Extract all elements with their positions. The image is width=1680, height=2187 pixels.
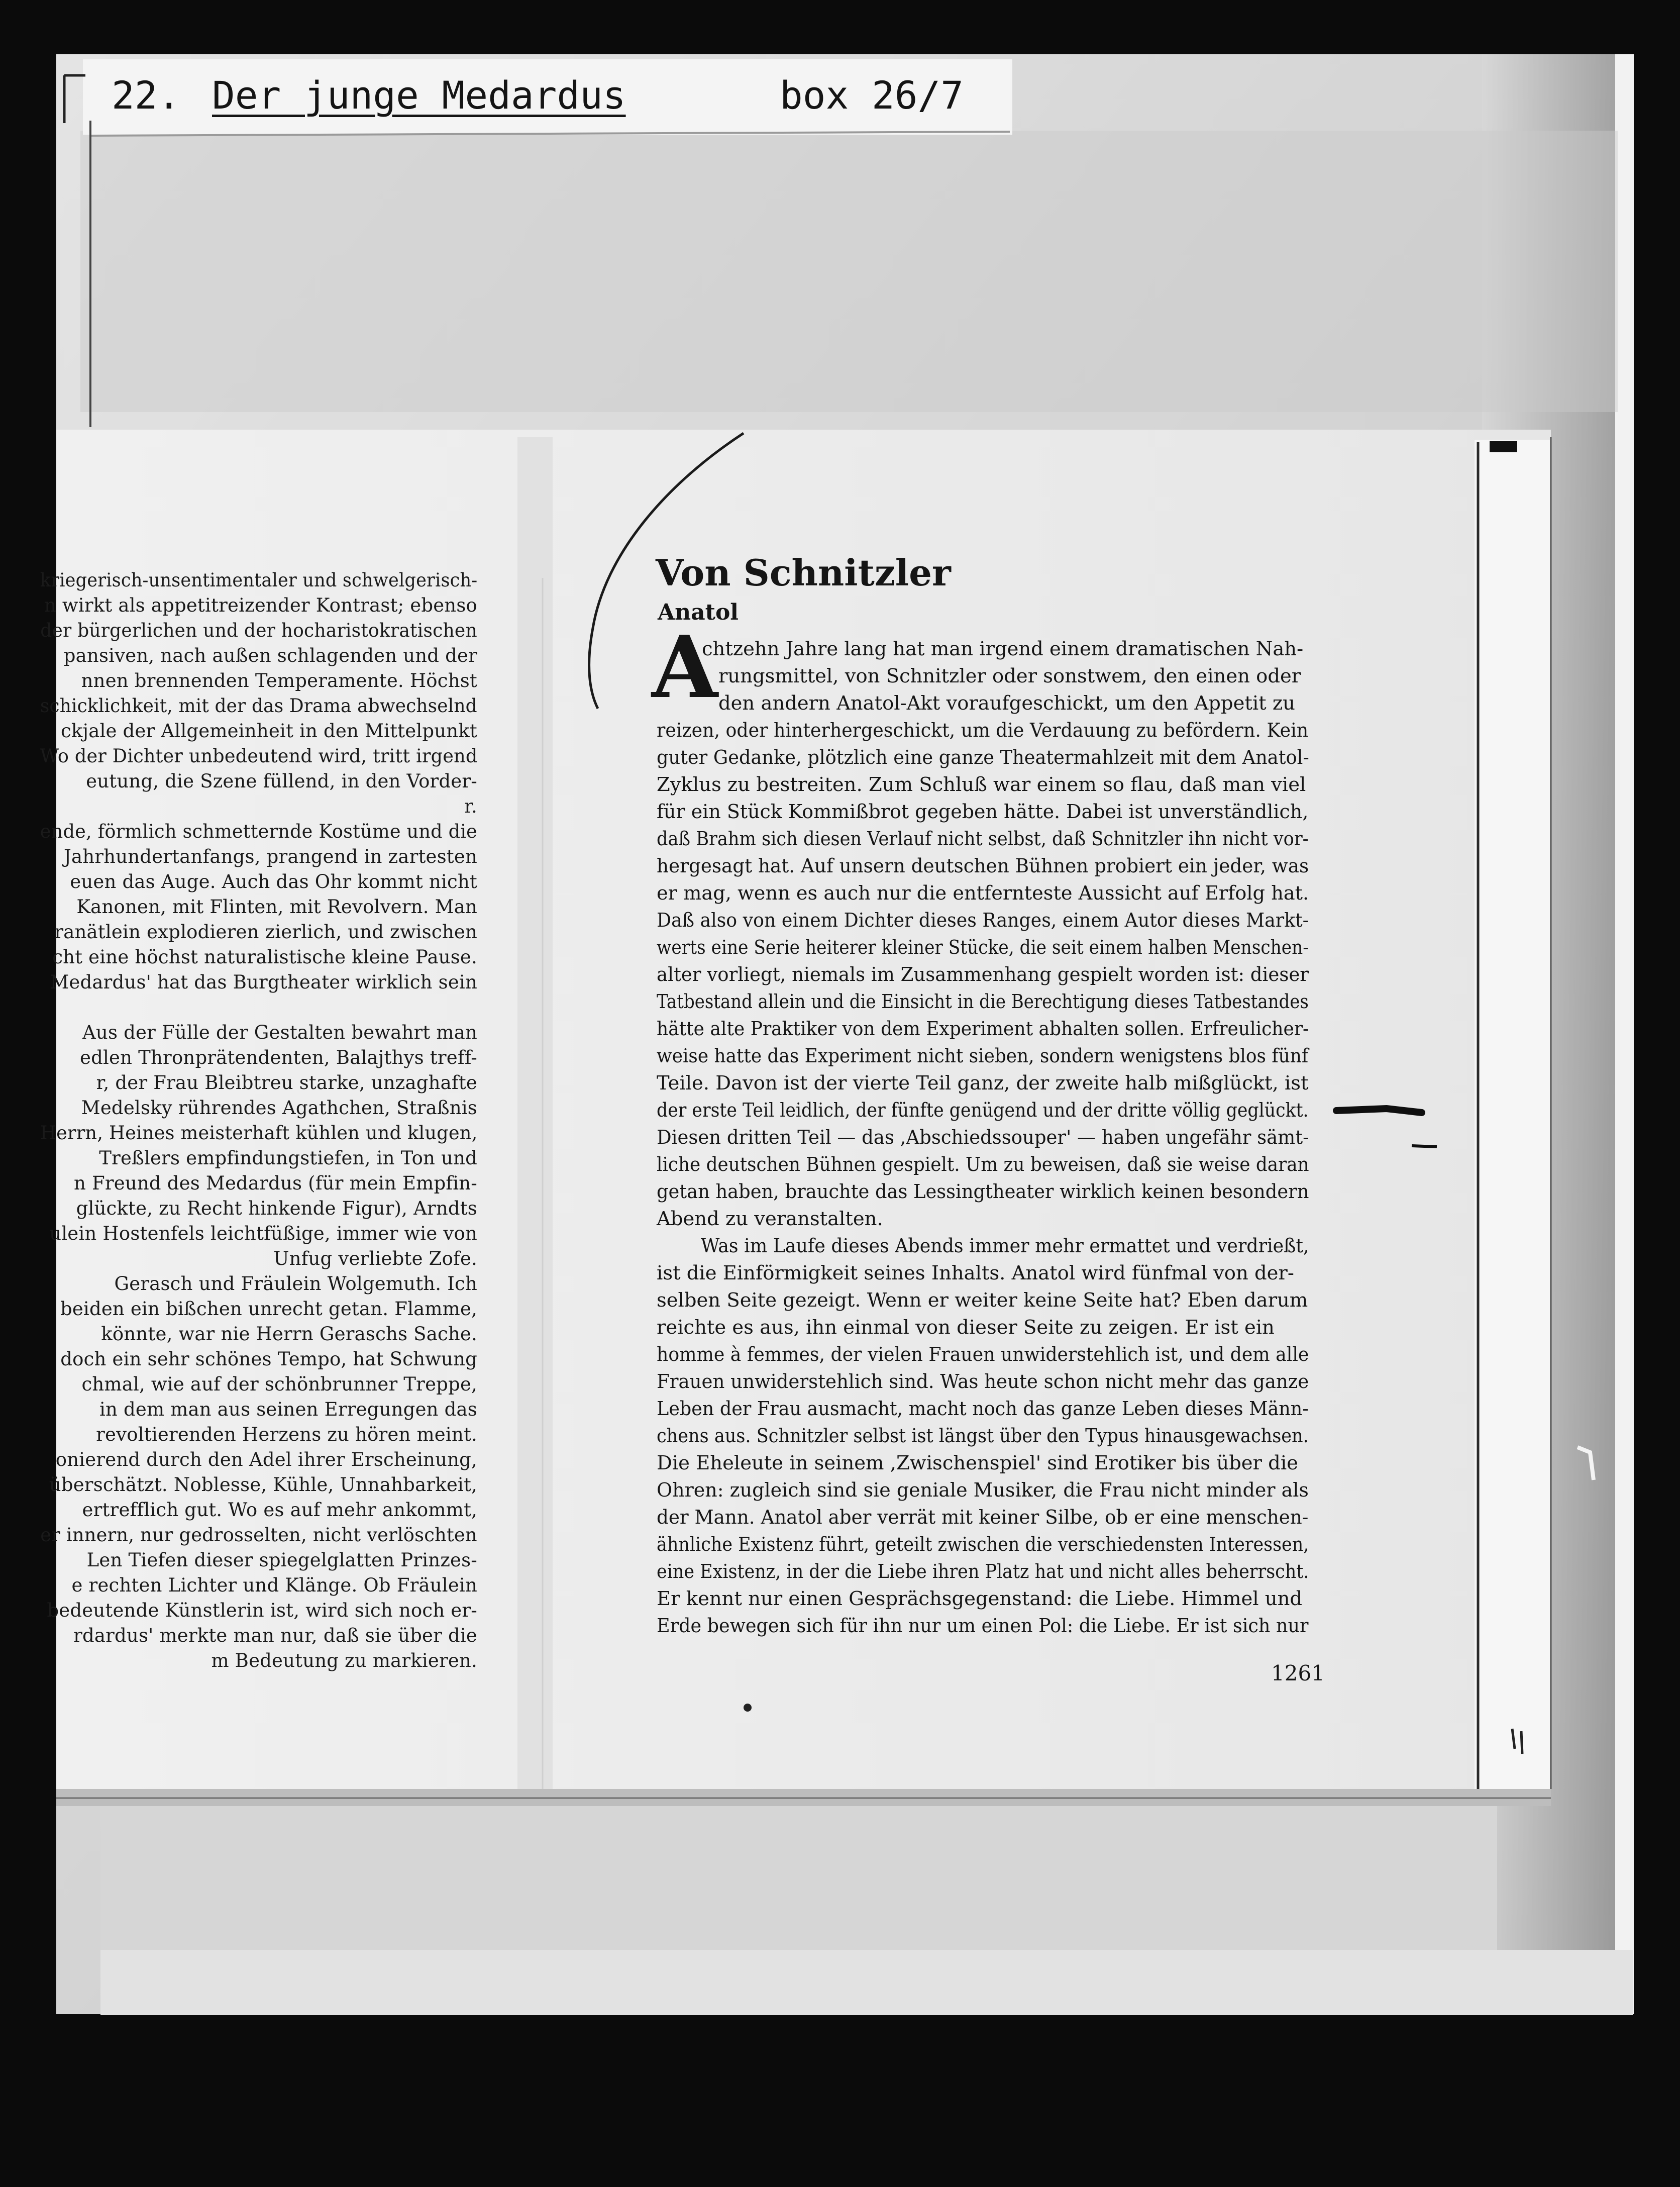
article-line: guter Gedanke, plötzlich eine ganze Theatermahlzeit mit dem Anatol- bbox=[657, 746, 1309, 769]
article-line: für ein Stück Kommißbrot gegeben hätte. Dabei ist unverständlich, bbox=[657, 801, 1309, 823]
left-column-line: ende, förmlich schmetternde Kostüme und die bbox=[40, 821, 477, 842]
article-line: Frauen unwiderstehlich sind. Was heute schon nicht mehr das ganze bbox=[657, 1370, 1309, 1393]
article-line: homme à femmes, der vielen Frauen unwiderstehlich ist, und dem alle bbox=[657, 1343, 1309, 1366]
left-column-line: r, der Frau Bleibtreu starke, unzaghafte bbox=[96, 1072, 477, 1094]
article-line: Zyklus zu bestreiten. Zum Schluß war einem so flau, daß man viel bbox=[657, 773, 1306, 796]
left-column-line: könnte, war nie Herrn Geraschs Sache. bbox=[101, 1323, 477, 1345]
article-line: der Mann. Anatol aber verrät mit keiner Silbe, ob er eine menschen- bbox=[657, 1506, 1309, 1529]
article-line: Diesen dritten Teil — das ,Abschiedssouper' — haben ungefähr sämt- bbox=[657, 1126, 1309, 1149]
left-column-line: beiden ein bißchen unrecht getan. Flamme, bbox=[60, 1298, 477, 1320]
article-line: Teile. Davon ist der vierte Teil ganz, der zweite halb mißglückt, ist bbox=[657, 1072, 1309, 1095]
left-column-line: nnen brennenden Temperamente. Höchst bbox=[81, 670, 477, 691]
article-line: hätte alte Praktiker von dem Experiment abhalten sollen. Erfreulicher- bbox=[657, 1018, 1309, 1040]
left-column-line: r. bbox=[464, 796, 477, 817]
article-line: ähnliche Existenz führt, geteilt zwischen die verschiedensten Interessen, bbox=[657, 1533, 1309, 1556]
article-line: Er kennt nur einen Gesprächsgegenstand: die Liebe. Himmel und bbox=[657, 1587, 1303, 1610]
article-line: alter vorliegt, niemals im Zusammenhang gespielt worden ist: dieser bbox=[657, 963, 1309, 986]
article-line: chens aus. Schnitzler selbst ist längst über den Typus hinausgewachsen. bbox=[657, 1425, 1309, 1447]
article-line: den andern Anatol-Akt voraufgeschickt, um den Appetit zu bbox=[718, 692, 1295, 715]
left-column-line: cht eine höchst naturalistische kleine Pause. bbox=[52, 946, 477, 968]
left-column-line: n Freund des Medardus (für mein Empfin- bbox=[73, 1172, 477, 1194]
left-column-line: Gerasch und Fräulein Wolgemuth. Ich bbox=[114, 1273, 477, 1295]
left-column-line: in dem man aus seinen Erregungen das bbox=[99, 1399, 477, 1420]
left-column-line: m Bedeutung zu markieren. bbox=[211, 1650, 477, 1671]
left-column-line: e rechten Lichter und Klänge. Ob Fräulein bbox=[71, 1574, 477, 1596]
left-column-line: doch ein sehr schönes Tempo, hat Schwung bbox=[60, 1348, 477, 1370]
page-number: 1261 bbox=[1271, 1661, 1325, 1685]
drop-cap: A bbox=[652, 617, 718, 718]
article-line: Erde bewegen sich für ihn nur um einen Pol: die Liebe. Er ist sich nur bbox=[657, 1615, 1309, 1637]
left-column-line: pansiven, nach außen schlagenden und der bbox=[63, 645, 477, 666]
left-column-line: ulein Hostenfels leichtfüßige, immer wie von bbox=[49, 1223, 477, 1244]
left-column-line: Unfug verliebte Zofe. bbox=[273, 1248, 477, 1269]
article-line: er mag, wenn es auch nur die entfernteste Aussicht auf Erfolg hat. bbox=[657, 882, 1309, 905]
article-line: chtzehn Jahre lang hat man irgend einem dramatischen Nah- bbox=[702, 638, 1304, 660]
archive-label bbox=[112, 70, 1016, 121]
left-column-line: er innern, nur gedrosselten, nicht verlöschten bbox=[40, 1524, 477, 1546]
left-column-line: der bürgerlichen und der hocharistokratischen bbox=[40, 620, 477, 641]
article-headline: Von Schnitzler bbox=[656, 551, 951, 594]
left-column-line: kriegerisch-unsentimentaler und schwelgerisch- bbox=[40, 569, 477, 591]
left-column-line: n wirkt als appetitreizender Kontrast; ebenso bbox=[44, 594, 477, 616]
article-line: hergesagt hat. Auf unsern deutschen Bühnen probiert ein jeder, was bbox=[657, 855, 1309, 877]
left-column-line: glückte, zu Recht hinkende Figur), Arndts bbox=[76, 1198, 477, 1219]
left-column-line: bedeutende Künstlerin ist, wird sich noch er- bbox=[47, 1600, 477, 1621]
article-line: reichte es aus, ihn einmal von dieser Seite zu zeigen. Er ist ein bbox=[657, 1316, 1275, 1339]
left-column-line: ertrefflich gut. Wo es auf mehr ankommt, bbox=[82, 1499, 477, 1521]
archive-box: box 26/7 bbox=[780, 73, 964, 118]
archive-number: 22. bbox=[112, 73, 181, 118]
left-column-line: Kanonen, mit Flinten, mit Revolvern. Man bbox=[76, 896, 477, 918]
left-column-line: rdardus' merkte man nur, daß sie über die bbox=[73, 1625, 477, 1646]
left-column-line: onierend durch den Adel ihrer Erscheinung, bbox=[55, 1449, 477, 1470]
left-column-line: überschätzt. Noblesse, Kühle, Unnahbarkeit, bbox=[49, 1474, 477, 1496]
article-line: Die Eheleute in seinem ,Zwischenspiel' sind Erotiker bis über die bbox=[657, 1452, 1298, 1474]
article-line: getan haben, brauchte das Lessingtheater wirklich keinen besondern bbox=[657, 1180, 1309, 1203]
article-line: Ohren: zugleich sind sie geniale Musiker, die Frau nicht minder als bbox=[657, 1479, 1309, 1502]
left-column-line: ranätlein explodieren zierlich, und zwischen bbox=[54, 921, 477, 943]
article-line: Was im Laufe dieses Abends immer mehr ermattet und verdrießt, bbox=[701, 1235, 1309, 1257]
left-column-line: Jahrhundertanfangs, prangend in zartesten bbox=[63, 846, 477, 867]
left-column-fragment bbox=[35, 568, 477, 1678]
left-column-line: Len Tiefen dieser spiegelglatten Prinzes- bbox=[86, 1549, 477, 1571]
article-line: weise hatte das Experiment nicht sieben, sondern wenigstens blos fünf bbox=[657, 1045, 1309, 1067]
left-column-line: revoltierenden Herzens zu hören meint. bbox=[96, 1424, 477, 1445]
article-line: Abend zu veranstalten. bbox=[657, 1208, 883, 1230]
left-column-line: euen das Auge. Auch das Ohr kommt nicht bbox=[70, 871, 477, 892]
article-page bbox=[652, 545, 1325, 1701]
article-line: Daß also von einem Dichter dieses Ranges, einem Autor dieses Markt- bbox=[657, 909, 1309, 932]
article-line: der erste Teil leidlich, der fünfte genügend und der dritte völlig geglückt. bbox=[657, 1099, 1309, 1122]
left-column-line: Wo der Dichter unbedeutend wird, tritt irgend bbox=[40, 745, 477, 767]
article-line: liche deutschen Bühnen gespielt. Um zu beweisen, daß sie weise daran bbox=[657, 1153, 1309, 1176]
left-column-line: schicklichkeit, mit der das Drama abwechselnd bbox=[40, 695, 477, 717]
left-column-line: Herrn, Heines meisterhaft kühlen und klugen, bbox=[40, 1122, 477, 1144]
archive-title: Der junge Medardus bbox=[212, 73, 626, 118]
article-line: Leben der Frau ausmacht, macht noch das ganze Leben dieses Männ- bbox=[657, 1398, 1309, 1420]
article-line: werts eine Serie heiterer kleiner Stücke, die seit einem halben Menschen- bbox=[657, 936, 1309, 959]
article-line: ist die Einförmigkeit seines Inhalts. Anatol wird fünfmal von der- bbox=[657, 1262, 1294, 1284]
article-subtitle: Anatol bbox=[658, 600, 739, 625]
left-column-line: chmal, wie auf der schönbrunner Treppe, bbox=[81, 1373, 477, 1395]
left-column-line: Medelsky rührendes Agathchen, Straßnis bbox=[81, 1097, 477, 1119]
left-column-line: eutung, die Szene füllend, in den Vorder- bbox=[86, 770, 477, 792]
article-line: eine Existenz, in der die Liebe ihren Platz hat und nicht alles beherrscht. bbox=[657, 1560, 1309, 1583]
article-line: selben Seite gezeigt. Wenn er weiter keine Seite hat? Eben darum bbox=[657, 1289, 1308, 1312]
article-line: rungsmittel, von Schnitzler oder sonstwem, den einen oder bbox=[718, 665, 1301, 687]
left-column-line: ckjale der Allgemeinheit in den Mittelpunkt bbox=[60, 720, 477, 742]
left-column-line: Treßlers empfindungstiefen, in Ton und bbox=[99, 1147, 477, 1169]
left-column-line: edlen Thronprätendenten, Balajthys treff- bbox=[80, 1047, 477, 1068]
left-column-line: Medardus' hat das Burgtheater wirklich sein bbox=[50, 971, 477, 993]
article-line: Tatbestand allein und die Einsicht in die Berechtigung dieses Tatbestandes bbox=[657, 990, 1309, 1013]
article-line: daß Brahm sich diesen Verlauf nicht selbst, daß Schnitzler ihn nicht vor- bbox=[657, 828, 1309, 850]
left-column-line: Aus der Fülle der Gestalten bewahrt man bbox=[82, 1022, 477, 1043]
article-line: reizen, oder hinterhergeschickt, um die Verdauung zu befördern. Kein bbox=[657, 719, 1309, 742]
